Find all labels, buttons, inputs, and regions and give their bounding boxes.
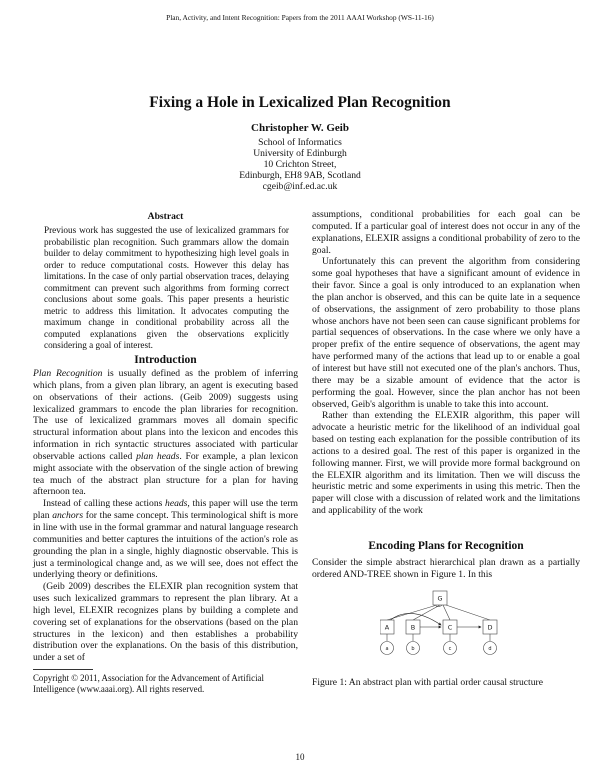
node-label: G bbox=[437, 594, 443, 603]
node-label: D bbox=[487, 623, 493, 632]
node-c bbox=[443, 620, 457, 634]
author-name: Christopher W. Geib bbox=[251, 122, 349, 134]
paragraph: Consider the simple abstract hierarchical plan drawn as a partially ordered AND-TREE shown in Figure 1. In this bbox=[312, 557, 580, 580]
section-body bbox=[312, 557, 580, 581]
footnote-rule bbox=[33, 669, 93, 670]
and-tree-figure bbox=[380, 590, 520, 662]
figure-caption: Figure 1: An abstract plan with partial order causal structure bbox=[312, 677, 543, 688]
abstract-text: Previous work has suggested the use of lexicalized grammars for probabilistic plan recognition. Such grammars allow the domain builder to delay commitment to hypothesizing high level goals in order to reduce computational costs. However this delay has limitations. In the case of only partial observation traces, delaying commitment can prevent such algorithms from forming correct conclusions about some goals. This paper presents a heuristic metric to address this limitation. It advocates computing the maximum change in conditional probability across all the computed explanations given the observations explicitly considering a goal of interest. bbox=[44, 225, 289, 350]
node-b bbox=[406, 620, 420, 634]
paragraph bbox=[33, 498, 298, 581]
paragraph: Rather than extending the ELEXIR algorithm, this paper will advocate a heuristic metric for the likelihood of an individual goal based on testing each explanation for the possible contribution of its actions to a desired goal. The rest of this paper is organized in the following manner. First, we will provide more formal background on the ELEXIR algorithm and its limitation. Then we will discuss the heuristic metric and some experiments in using this metric. Then the paper will close with a discussion of related work and the limitations and applicability of the work bbox=[312, 410, 580, 517]
paragraph: assumptions, conditional probabilities for each goal can be computed. If a particular goal of interest does not occur in any of the explanations, ELEXIR assigns a conditional probability of zero to the goal. bbox=[312, 209, 580, 256]
node-label: B bbox=[410, 623, 416, 632]
leaf-label: a bbox=[385, 646, 389, 652]
emphasis: Plan Recognition bbox=[33, 368, 103, 379]
paragraph bbox=[33, 368, 298, 498]
abstract-heading: Abstract bbox=[147, 211, 184, 222]
affiliation-line: School of Informatics bbox=[258, 137, 342, 148]
affiliation-line: 10 Crichton Street, bbox=[263, 159, 337, 170]
introduction-body bbox=[33, 368, 298, 664]
text: Instead of calling these actions bbox=[43, 498, 166, 510]
leaf-label: c bbox=[448, 646, 452, 652]
section-heading: Encoding Plans for Recognition bbox=[368, 540, 524, 552]
text: . For example, a plan lexicon might associate with the observation of the single action of brewing tea much of the abstract plan structure for a plan for having afternoon tea. bbox=[33, 450, 298, 498]
text: for the same concept. This terminological shift is more in line with use in the formal grammar and natural language research communities and better captures the intuitions of the action's role as grounding the plan in a single, highly diagnostic observable. This is just a terminological change and, as we will see, does not effect the underlying theory or definitions. bbox=[33, 510, 299, 581]
emphasis: anchors bbox=[52, 510, 84, 522]
leaf-label: d bbox=[488, 646, 492, 652]
author-email: cgeib@inf.ed.ac.uk bbox=[262, 181, 338, 192]
right-column-body bbox=[312, 209, 580, 517]
running-header: Plan, Activity, and Intent Recognition: Papers from the 2011 AAAI Workshop (WS-11-16) bbox=[166, 13, 434, 22]
node-root bbox=[433, 591, 447, 605]
node-d bbox=[483, 620, 497, 634]
node-a bbox=[380, 620, 394, 634]
node-label: C bbox=[447, 623, 453, 632]
text: , this paper will use the term plan bbox=[33, 498, 298, 522]
leaf-label: b bbox=[411, 646, 415, 652]
emphasis: heads bbox=[165, 498, 188, 510]
paragraph: Unfortunately this can prevent the algorithm from considering some goal hypotheses that have a significant amount of evidence in their favor. Since a goal is only introduced to an explanation when the plan anchor is observed, and this can be quite late in a sequence of observations, the assignment of zero probability to those plans whose anchors have not been seen can cause significant problems for partial sequences of observations. In the case where we only have a proper prefix of the entire sequence of observations, the agent may have performed many of the actions that lead up to or enable a goal of interest but have still not executed one of the plan's anchors. Thus, there may be a sizable amount of evidence that the actor is performing the goal. However, since the plan anchor has not been observed, Geib's algorithm is unable to take this into account. bbox=[312, 256, 580, 410]
paragraph: (Geib 2009) describes the ELEXIR plan recognition system that uses such lexicalized grammars to represent the plan library. At a high level, ELEXIR recognizes plans by building a complete and covering set of explanations for the observations (based on the plan structures in the lexicon) and then establishes a probability distribution over the explanations. On the basis of this distribution, under a set of bbox=[33, 581, 298, 664]
emphasis: plan heads bbox=[136, 450, 180, 462]
paper-title: Fixing a Hole in Lexicalized Plan Recognition bbox=[149, 94, 451, 111]
page-number: 10 bbox=[295, 752, 305, 762]
introduction-heading: Introduction bbox=[134, 354, 197, 366]
node-label: A bbox=[384, 623, 390, 632]
copyright-text: Copyright © 2011, Association for the Advancement of Artificial Intelligence (www.aaai.org). All rights reserved. bbox=[33, 673, 264, 694]
affiliation-line: Edinburgh, EH8 9AB, Scotland bbox=[239, 170, 361, 181]
copyright-footnote bbox=[33, 669, 298, 695]
text: is usually defined as the problem of inferring which plans, from a given plan library, an agent is executing based on observations of their actions. (Geib 2009) suggests using lexicalized grammars to encode the plan libraries for recognition. The use of lexicalized grammars moves all domain specific structural information about plans into the lexicon and encodes this information in rich syntactic structures associated with particular observable actions called bbox=[33, 368, 298, 462]
affiliation-line: University of Edinburgh bbox=[253, 148, 347, 159]
